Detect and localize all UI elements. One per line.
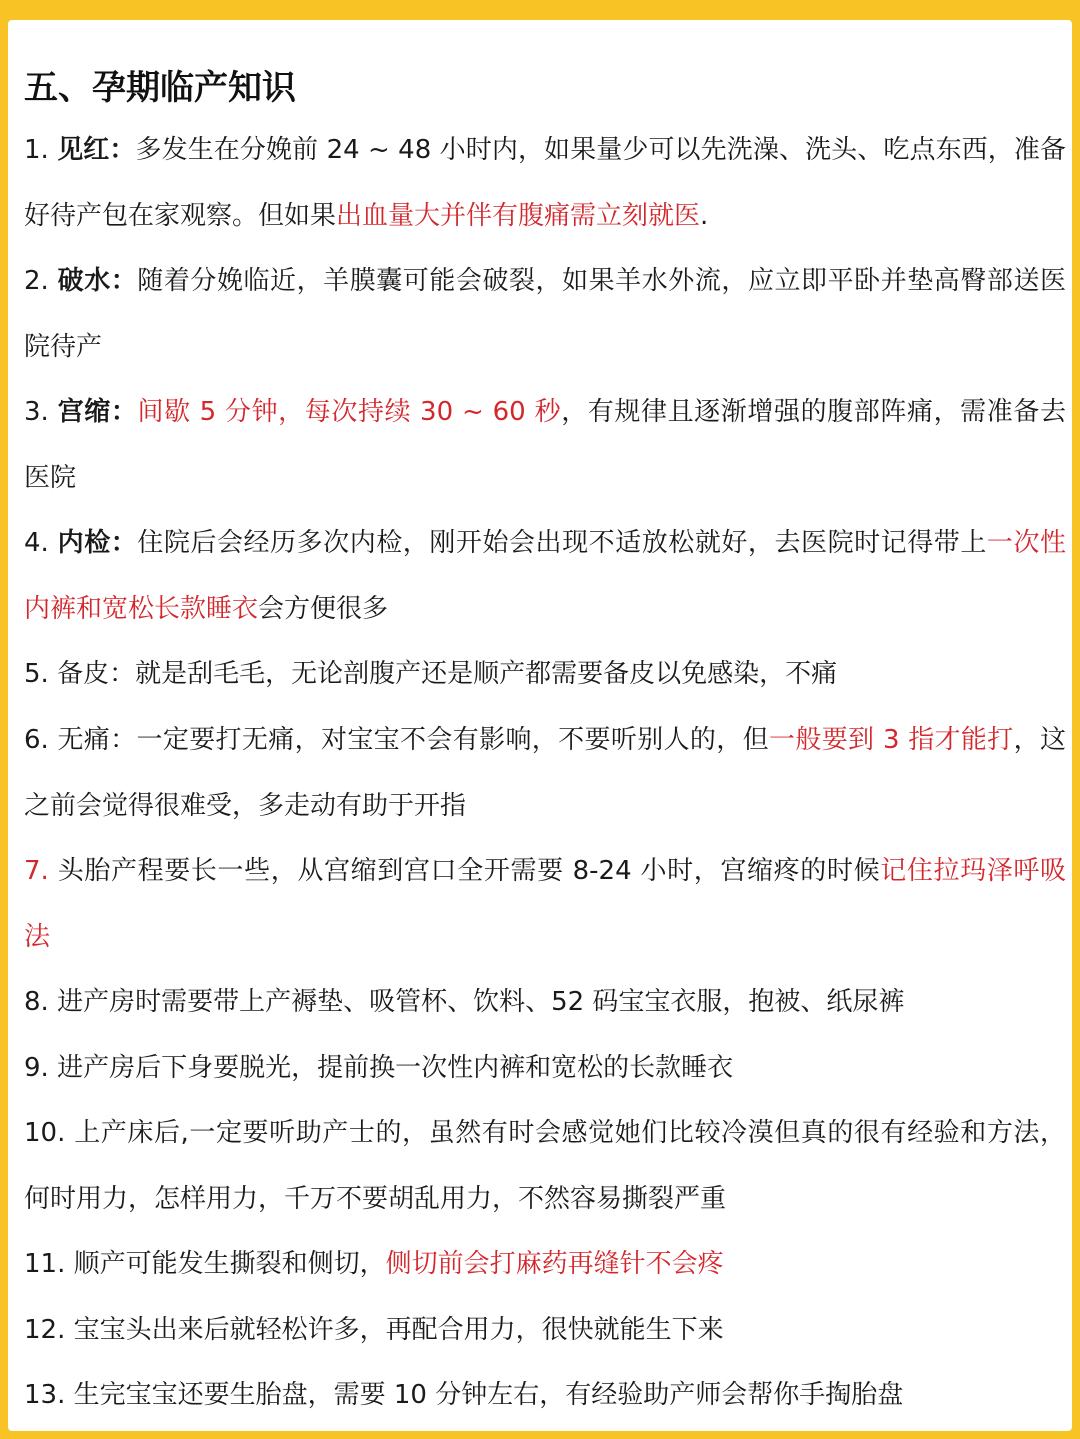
list-item — [24, 839, 1066, 970]
item-label: 破水： — [57, 266, 138, 296]
list-item — [24, 511, 1066, 642]
item-text: 生完宝宝还要生胎盘，需要 10 分钟左右，有经验助产师会帮你手掏胎盘 — [73, 1380, 904, 1410]
item-text: 多发生在分娩前 24 ~ 48 小时内，如果量少可以先洗澡、洗头、吃点东西，准备好待产包在家观察。但如果 — [24, 135, 1066, 231]
list-item — [24, 1036, 1066, 1102]
item-number: 3. — [24, 397, 49, 427]
item-number: 8. — [24, 987, 49, 1017]
item-number: 5. — [24, 659, 49, 689]
list-item — [24, 1298, 1066, 1364]
item-label: 见红： — [57, 135, 136, 165]
item-label: 备皮： — [57, 659, 136, 689]
item-number: 9. — [24, 1053, 49, 1083]
list-item — [24, 249, 1066, 380]
item-number: 10. — [24, 1118, 66, 1148]
list-item — [24, 1232, 1066, 1298]
item-text-end: . — [700, 200, 709, 231]
item-highlight: 间歇 5 分钟，每次持续 30 ~ 60 秒 — [137, 397, 562, 427]
list-item — [24, 380, 1066, 511]
item-label: 内检： — [57, 528, 138, 558]
list-item — [24, 642, 1066, 708]
item-text: 宝宝头出来后就轻松许多，再配合用力，很快就能生下来 — [73, 1315, 724, 1345]
item-highlight: 一般要到 3 指才能打 — [769, 725, 1014, 755]
item-label: 宫缩： — [57, 397, 138, 427]
item-highlight: 一次性内裤和宽松长款睡衣 — [24, 528, 1066, 624]
item-text-end: 会方便很多 — [258, 593, 389, 624]
item-text: 住院后会经历多次内检，刚开始会出现不适放松就好，去医院时记得带上 — [137, 528, 987, 558]
list-item — [24, 970, 1066, 1036]
list-item — [24, 1363, 1066, 1429]
item-text: 上产床后,一定要听助产士的，虽然有时会感觉她们比较冷漠但真的很有经验和方法，何时用力，怎样用力，千万不要胡乱用力，不然容易撕裂严重 — [24, 1118, 1066, 1214]
item-highlight: 侧切前会打麻药再缝针不会疼 — [385, 1249, 724, 1279]
page-title: 五、孕期临产知识 — [24, 68, 296, 108]
item-number: 11. — [24, 1249, 66, 1279]
item-number: 12. — [24, 1315, 66, 1345]
item-text: 进产房时需要带上产褥垫、吸管杯、饮料、52 码宝宝衣服，抱被、纸尿裤 — [57, 987, 905, 1017]
item-highlight: 记住拉玛泽呼吸法 — [24, 856, 1066, 952]
list-item — [24, 118, 1066, 249]
list-item — [24, 1101, 1066, 1232]
item-text-end: ，有规律且逐渐增强的腹部阵痛，需准备去医院 — [24, 397, 1066, 493]
item-text-end: ，这之前会觉得很难受，多走动有助于开指 — [24, 725, 1066, 821]
item-number: 2. — [24, 266, 49, 296]
item-text: 随着分娩临近，羊膜囊可能会破裂，如果羊水外流，应立即平卧并垫高臀部送医院待产 — [24, 266, 1066, 362]
item-text: 头胎产程要长一些，从宫缩到宫口全开需要 8-24 小时，宫缩疼的时候 — [57, 856, 881, 886]
item-number: 6. — [24, 725, 49, 755]
item-highlight: 出血量大并伴有腹痛需立刻就医 — [336, 200, 701, 231]
list-item — [24, 708, 1066, 839]
item-text: 就是刮毛毛，无论剖腹产还是顺产都需要备皮以免感染，不痛 — [135, 659, 838, 689]
item-label: 无痛： — [57, 725, 137, 755]
item-text: 顺产可能发生撕裂和侧切， — [73, 1249, 386, 1279]
item-number: 1. — [24, 135, 49, 165]
item-number: 4. — [24, 528, 49, 558]
item-number: 7. — [24, 856, 49, 886]
item-text: 一定要打无痛，对宝宝不会有影响，不要听别人的，但 — [136, 725, 769, 755]
item-number: 13. — [24, 1380, 66, 1410]
content-card — [8, 20, 1072, 1431]
item-text: 进产房后下身要脱光，提前换一次性内裤和宽松的长款睡衣 — [57, 1053, 734, 1083]
